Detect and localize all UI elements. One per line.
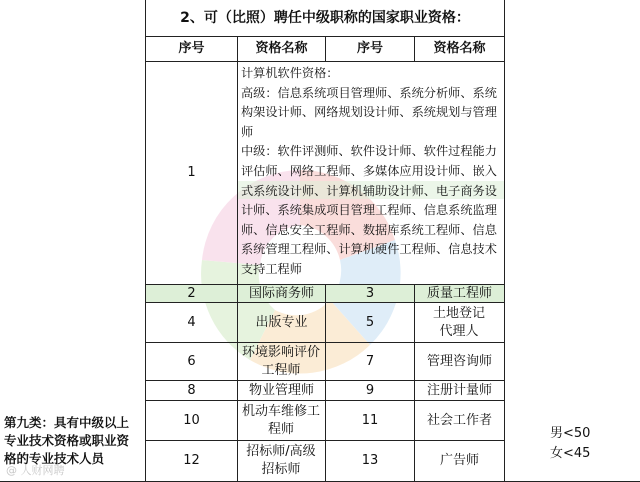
table-cell-name: 注册计量师 xyxy=(426,382,492,398)
table-cell-name: 国际商务师 xyxy=(248,285,314,301)
header-name-2: 资格名称 xyxy=(433,41,486,56)
source-watermark: @ 人财网聘 xyxy=(6,464,65,477)
age-limit-female: 女<45 xyxy=(550,446,591,461)
table-cell-name: 物业管理师 xyxy=(248,382,314,398)
table-cell-serial: 7 xyxy=(365,353,375,369)
row1-detail-senior: 高级：信息系统项目管理师、系统分析师、系统构架设计师、网络规划设计师、系统规划与管理师 xyxy=(241,85,497,139)
table-cell-serial: 8 xyxy=(187,382,196,398)
table-cell-serial: 9 xyxy=(365,382,375,398)
table-cell-serial: 12 xyxy=(183,453,200,468)
table-cell-serial: 3 xyxy=(365,285,375,301)
table-cell-serial: 2 xyxy=(187,285,196,301)
table-cell-serial: 6 xyxy=(187,353,196,369)
header-serial-2: 序号 xyxy=(356,41,383,56)
table-cell-name: 出版专业 xyxy=(255,314,308,330)
category-label: 第九类：具有中级以上专业技术资格或职业资格的专业技术人员 xyxy=(4,415,130,466)
table-cell-serial: 11 xyxy=(361,412,379,428)
table-cell-name: 管理咨询师 xyxy=(426,353,492,369)
row1-detail xyxy=(239,64,505,280)
table-cell-name: 招标师/高级招标师 xyxy=(246,444,316,477)
age-limit-male: 男<50 xyxy=(550,426,591,441)
table-cell-serial: 5 xyxy=(365,314,375,330)
header-serial-1: 序号 xyxy=(178,41,205,56)
section-title: 2、可（比照）聘任中级职称的国家职业资格： xyxy=(180,10,470,26)
table-cell-name: 社会工作者 xyxy=(426,412,492,428)
table-cell-serial: 13 xyxy=(361,453,379,468)
table-cell-serial: 10 xyxy=(183,412,200,428)
table-cell-name: 质量工程师 xyxy=(426,285,492,301)
table-cell-serial: 4 xyxy=(187,314,196,330)
row1-serial: 1 xyxy=(187,165,196,180)
header-name-1: 资格名称 xyxy=(255,41,308,56)
table-cell-name: 环境影响评价工程师 xyxy=(241,344,320,378)
table-cell-name: 广告师 xyxy=(439,453,479,468)
row1-detail-intermediate: 中级：软件评测师、软件设计师、软件过程能力评估师、网络工程师、多媒体应用设计师、嵌入式系统设计师、计算机辅助设计师、电子商务设计师、系统集成项目管理工程师、信息系统监理师、信息安全工程师、数据库系统工程师、信息系统管理工程师、计算机硬件工程师、信息技术支持工程师 xyxy=(241,144,497,276)
table-cell-name: 土地登记代理人 xyxy=(432,305,485,339)
table-cell-name: 机动车维修工程师 xyxy=(241,403,320,437)
row1-detail-heading: 计算机软件资格： xyxy=(241,66,339,80)
grid-line xyxy=(237,36,238,482)
